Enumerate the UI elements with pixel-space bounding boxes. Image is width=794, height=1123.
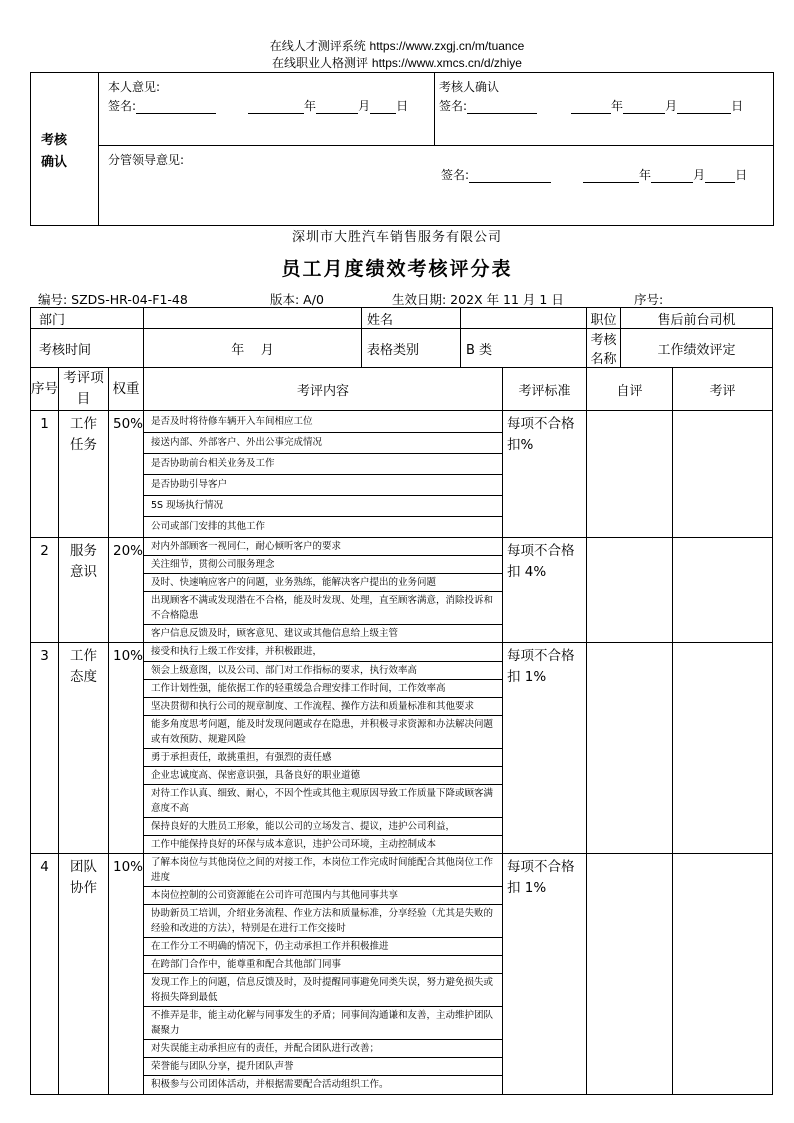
dept-label: 部门 — [31, 308, 144, 329]
assessment-name-label: 考核名称 — [587, 329, 621, 368]
assessment-name-value: 工作绩效评定 — [621, 329, 773, 368]
reviewer-sign-field[interactable] — [467, 100, 537, 114]
section-review-score[interactable] — [673, 643, 773, 854]
name-label: 姓名 — [362, 308, 461, 329]
content-item: 发现工作上的问题，信息反馈及时，及时提醒同事避免同类失误，努力避免损失或将损失降到最低 — [144, 974, 502, 1007]
confirm-label — [41, 130, 71, 174]
company-name: 深圳市大胜汽车销售服务有限公司 — [291, 230, 502, 245]
manager-opinion-cell — [99, 146, 773, 225]
content-item: 在工作分工不明确的情况下，仍主动承担工作并积极推进 — [144, 938, 502, 956]
section-standard: 每项不合格扣 1% — [503, 643, 587, 854]
content-item: 是否及时将待修车辆开入车间相应工位 — [151, 415, 313, 427]
content-item: 是否协助引导客户 — [144, 474, 502, 495]
content-item: 不推弄是非，能主动化解与同事发生的矛盾；同事间沟通谦和友善，主动维护团队凝聚力 — [144, 1007, 502, 1040]
content-item: 积极参与公司团体活动，并根据需要配合活动组织工作。 — [144, 1076, 502, 1094]
self-sign-field[interactable] — [136, 100, 216, 114]
content-item: 接送内部、外部客户、外出公事完成情况 — [144, 432, 502, 453]
doc-code: 编号: SZDS-HR-04-F1-48 — [38, 292, 188, 307]
content-item: 协助新员工培训，介绍业务流程、作业方法和质量标准，分享经验（尤其是失败的经验和改进的方法），特别是在进行工作交接时 — [144, 905, 502, 938]
section-item: 工作任务 — [59, 411, 109, 538]
section-self-score[interactable] — [587, 411, 673, 538]
section-no: 3 — [31, 643, 59, 854]
section-4-row — [31, 854, 773, 1095]
col-weight: 权重 — [109, 368, 144, 411]
section-standard: 每项不合格扣 1% — [503, 854, 587, 1095]
section-weight: 10% — [109, 854, 144, 1095]
section-1-content — [144, 411, 503, 538]
section-item: 工作态度 — [59, 643, 109, 854]
manager-sign-label: 签名: — [441, 168, 470, 182]
column-header-row — [31, 368, 773, 411]
col-standard: 考评标准 — [503, 368, 587, 411]
manager-sign-row — [441, 166, 747, 183]
content-item: 保持良好的大胜员工形象，能以公司的立场发言、提议，违护公司利益， — [144, 817, 502, 835]
content-item: 勇于承担责任，敢挑重担，有强烈的责任感 — [144, 748, 502, 766]
section-self-score[interactable] — [587, 643, 673, 854]
header-line-2 — [0, 55, 794, 71]
content-item: 及时、快速响应客户的问题，业务熟练，能解决客户提出的业务问题 — [144, 574, 502, 592]
manager-year-field[interactable] — [583, 169, 639, 183]
section-4-content — [144, 854, 503, 1095]
content-item: 坚决贯彻和执行公司的规章制度、工作流程、操作方法和质量标准和其他要求 — [144, 697, 502, 715]
reviewer-sign-label: 签名: — [439, 99, 468, 113]
content-item: 对待工作认真、细致、耐心，不因个性或其他主观原因导致工作质量下降或顾客满意度不高 — [144, 784, 502, 817]
manager-year-label: 年 — [639, 168, 652, 182]
self-opinion-cell — [99, 73, 435, 146]
section-standard: 每项不合格扣% — [503, 411, 587, 538]
section-2-row — [31, 538, 773, 643]
content-item: 关注细节，贯彻公司服务理念 — [144, 556, 502, 574]
content-item: 本岗位控制的公司资源能在公司许可范围内与其他同事共享 — [144, 887, 502, 905]
position-label: 职位 — [587, 308, 621, 329]
self-day-field[interactable] — [370, 100, 396, 114]
section-review-score[interactable] — [673, 411, 773, 538]
position-value: 售后前台司机 — [621, 308, 773, 329]
section-3-content — [144, 643, 503, 854]
content-item: 5S 现场执行情况 — [144, 495, 502, 516]
section-self-score[interactable] — [587, 854, 673, 1095]
manager-day-label: 日 — [735, 168, 748, 182]
content-item: 工作中能保持良好的环保与成本意识，违护公司环境，主动控制成本 — [144, 835, 502, 853]
manager-day-field[interactable] — [705, 169, 735, 183]
reviewer-sign-line — [439, 97, 743, 114]
content-item: 领会上级意图，以及公司、部门对工作指标的要求，执行效率高 — [144, 661, 502, 679]
section-self-score[interactable] — [587, 538, 673, 643]
name-value[interactable] — [461, 308, 587, 329]
section-item: 团队协作 — [59, 854, 109, 1095]
reviewer-day-field[interactable] — [677, 100, 731, 114]
self-year-field[interactable] — [248, 100, 304, 114]
dept-value[interactable] — [144, 308, 362, 329]
manager-opinion-label: 分管领导意见: — [108, 153, 185, 167]
confirm-label-cell — [31, 73, 99, 225]
reviewer-month-field[interactable] — [623, 100, 665, 114]
content-item: 了解本岗位与其他岗位之间的对接工作，本岗位工作完成时间能配合其他岗位工作进度 — [151, 857, 494, 883]
self-sign-line — [108, 97, 408, 114]
content-item: 能多角度思考问题，能及时发现问题或存在隐患，并积极寻求资源和办法解决问题或有效预防、规避风险 — [144, 715, 502, 748]
section-item: 服务意识 — [59, 538, 109, 643]
content-item: 荣誉能与团队分享，提升团队声誉 — [144, 1058, 502, 1076]
header-line-1 — [0, 38, 794, 54]
section-2-content — [144, 538, 503, 643]
period-value[interactable]: 年 月 — [144, 329, 362, 368]
col-item: 考评项目 — [59, 368, 109, 411]
reviewer-confirm-cell — [435, 73, 773, 146]
section-1-row — [31, 411, 773, 538]
info-row-1 — [31, 308, 773, 329]
section-no: 1 — [31, 411, 59, 538]
section-weight: 50% — [109, 411, 144, 538]
col-content: 考评内容 — [144, 368, 503, 411]
section-no: 2 — [31, 538, 59, 643]
section-no: 4 — [31, 854, 59, 1095]
header-url-2[interactable]: https://www.xmcs.cn/d/zhiye — [371, 56, 522, 70]
content-item: 在跨部门合作中，能尊重和配合其他部门同事 — [144, 956, 502, 974]
col-review: 考评 — [673, 368, 773, 411]
page-title: 员工月度绩效考核评分表 — [281, 258, 513, 280]
manager-month-field[interactable] — [651, 169, 693, 183]
content-item: 接受和执行上级工作安排，并积极跟进， — [151, 646, 323, 658]
content-item: 对内外部顾客一视同仁，耐心倾听客户的要求 — [151, 541, 342, 552]
info-row-2 — [31, 329, 773, 368]
type-label: 表格类别 — [362, 329, 461, 368]
content-item: 企业忠诚度高、保密意识强，具备良好的职业道德 — [144, 766, 502, 784]
section-weight: 10% — [109, 643, 144, 854]
section-weight: 20% — [109, 538, 144, 643]
reviewer-year-label: 年 — [611, 99, 624, 113]
col-no: 序号 — [31, 368, 59, 411]
reviewer-year-field[interactable] — [571, 100, 611, 114]
doc-effective-date: 生效日期: 202X 年 11 月 1 日 — [392, 292, 564, 307]
reviewer-day-label: 日 — [731, 99, 744, 113]
doc-version: 版本: A/0 — [270, 292, 324, 307]
content-item: 出现顾客不满或发现潜在不合格，能及时发现、处理，直至顾客满意，消除投诉和不合格隐患 — [144, 592, 502, 625]
col-self: 自评 — [587, 368, 673, 411]
reviewer-confirm-label: 考核人确认 — [439, 80, 500, 94]
self-month-label: 月 — [358, 99, 371, 113]
self-sign-label: 签名: — [108, 99, 137, 113]
evaluation-table — [30, 307, 773, 1095]
period-label: 考核时间 — [31, 329, 144, 368]
self-opinion-label: 本人意见: — [108, 80, 161, 94]
content-item: 公司或部门安排的其他工作 — [144, 516, 502, 537]
section-standard: 每项不合格扣 4% — [503, 538, 587, 643]
header-label-2: 在线职业人格测评 — [272, 56, 369, 70]
section-3-row — [31, 643, 773, 854]
content-item: 是否协助前台相关业务及工作 — [144, 453, 502, 474]
confirmation-block — [30, 72, 774, 226]
section-review-score[interactable] — [673, 538, 773, 643]
self-month-field[interactable] — [316, 100, 358, 114]
content-item: 客户信息反馈及时，顾客意见、建议或其他信息给上级主管 — [144, 625, 502, 643]
self-day-label: 日 — [396, 99, 409, 113]
header-label-1: 在线人才测评系统 — [269, 39, 366, 53]
type-value: B 类 — [461, 329, 587, 368]
content-item: 对失误能主动承担应有的责任，并配合团队进行改善； — [144, 1040, 502, 1058]
manager-month-label: 月 — [693, 168, 706, 182]
confirm-label-text: 考核确认 — [41, 133, 68, 170]
section-review-score[interactable] — [673, 854, 773, 1095]
header-url-1[interactable]: https://www.zxgj.cn/m/tuance — [369, 39, 525, 53]
doc-serial: 序号: — [634, 292, 664, 307]
manager-sign-field[interactable] — [469, 169, 551, 183]
content-item: 工作计划性强，能依据工作的轻重缓急合理安排工作时间，工作效率高 — [144, 679, 502, 697]
reviewer-month-label: 月 — [665, 99, 678, 113]
self-year-label: 年 — [304, 99, 317, 113]
